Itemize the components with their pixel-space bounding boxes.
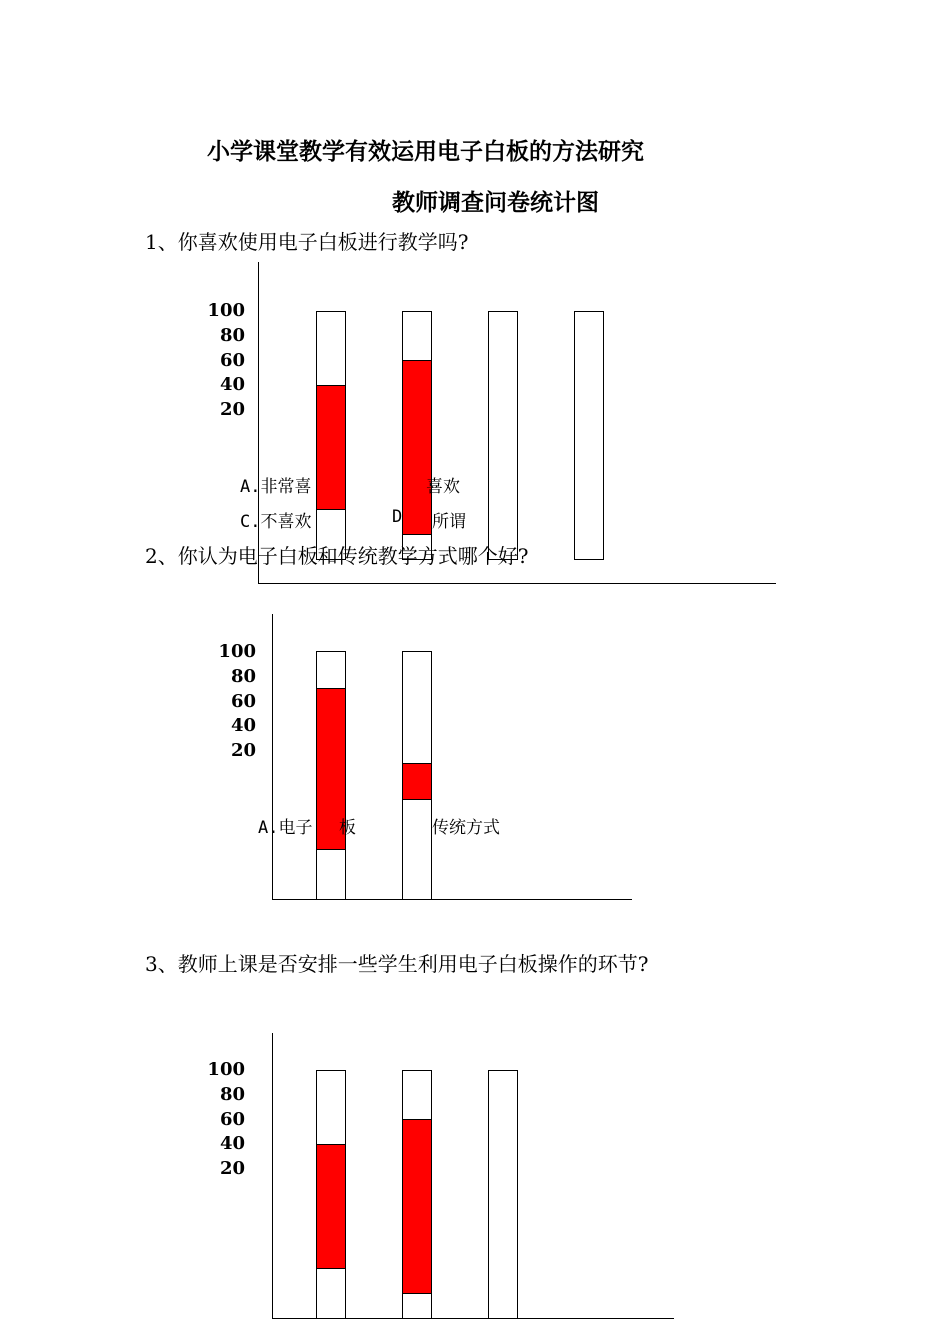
chart-2-tick-80: 80: [230, 666, 256, 687]
chart-2-option-a-label-tail: 板: [339, 818, 356, 838]
chart-1-tick-40: 40: [219, 374, 245, 395]
chart-1-bar-d-outline: [574, 311, 604, 560]
chart-2-tick-60: 60: [230, 691, 256, 712]
chart-3-tick-20: 20: [219, 1158, 245, 1179]
question-2: 2、你认为电子白板和传统教学方式哪个好?: [145, 544, 529, 568]
chart-1-y-axis: [258, 262, 259, 584]
chart-1-option-a-label: A.非常喜: [240, 477, 312, 497]
chart-1-option-b-label: 喜欢: [426, 477, 460, 497]
page-title: 小学课堂教学有效运用电子白板的方法研究: [207, 139, 644, 165]
page-subtitle: 教师调查问卷统计图: [392, 190, 599, 216]
chart-3-tick-100: 100: [207, 1059, 245, 1080]
chart-1-bar-a-fill: [316, 385, 346, 510]
chart-1-option-c-label: C.不喜欢: [240, 512, 312, 532]
chart-2-y-axis: [272, 614, 273, 900]
chart-2-tick-20: 20: [230, 740, 256, 761]
chart-3-y-axis: [272, 1033, 273, 1319]
question-1: 1、你喜欢使用电子白板进行教学吗?: [145, 230, 469, 254]
chart-1-bar-b-fill: [402, 360, 432, 535]
chart-1-option-d-label: D: [392, 507, 403, 527]
chart-1-x-axis: [258, 583, 776, 584]
chart-3-tick-80: 80: [219, 1084, 245, 1105]
chart-2-tick-40: 40: [230, 715, 256, 736]
chart-3-tick-60: 60: [219, 1109, 245, 1130]
chart-1-bar-c-outline: [488, 311, 518, 560]
chart-2-option-a-label: A.电子: [258, 818, 313, 838]
chart-3-tick-40: 40: [219, 1133, 245, 1154]
chart-3-bar-a-fill: [316, 1144, 346, 1269]
chart-1-tick-60: 60: [219, 350, 245, 371]
chart-2-option-b-label: 传统方式: [432, 818, 500, 838]
chart-3-bar-c-outline: [488, 1070, 518, 1319]
chart-2-tick-100: 100: [218, 641, 256, 662]
chart-1-tick-100: 100: [207, 300, 245, 321]
chart-1-option-d-label-tail: 所谓: [432, 512, 466, 532]
chart-2-bar-b-fill: [402, 763, 432, 800]
question-3: 3、教师上课是否安排一些学生利用电子白板操作的环节?: [145, 952, 649, 976]
chart-1-tick-80: 80: [219, 325, 245, 346]
chart-1-tick-20: 20: [219, 399, 245, 420]
chart-3-bar-b-fill: [402, 1119, 432, 1294]
